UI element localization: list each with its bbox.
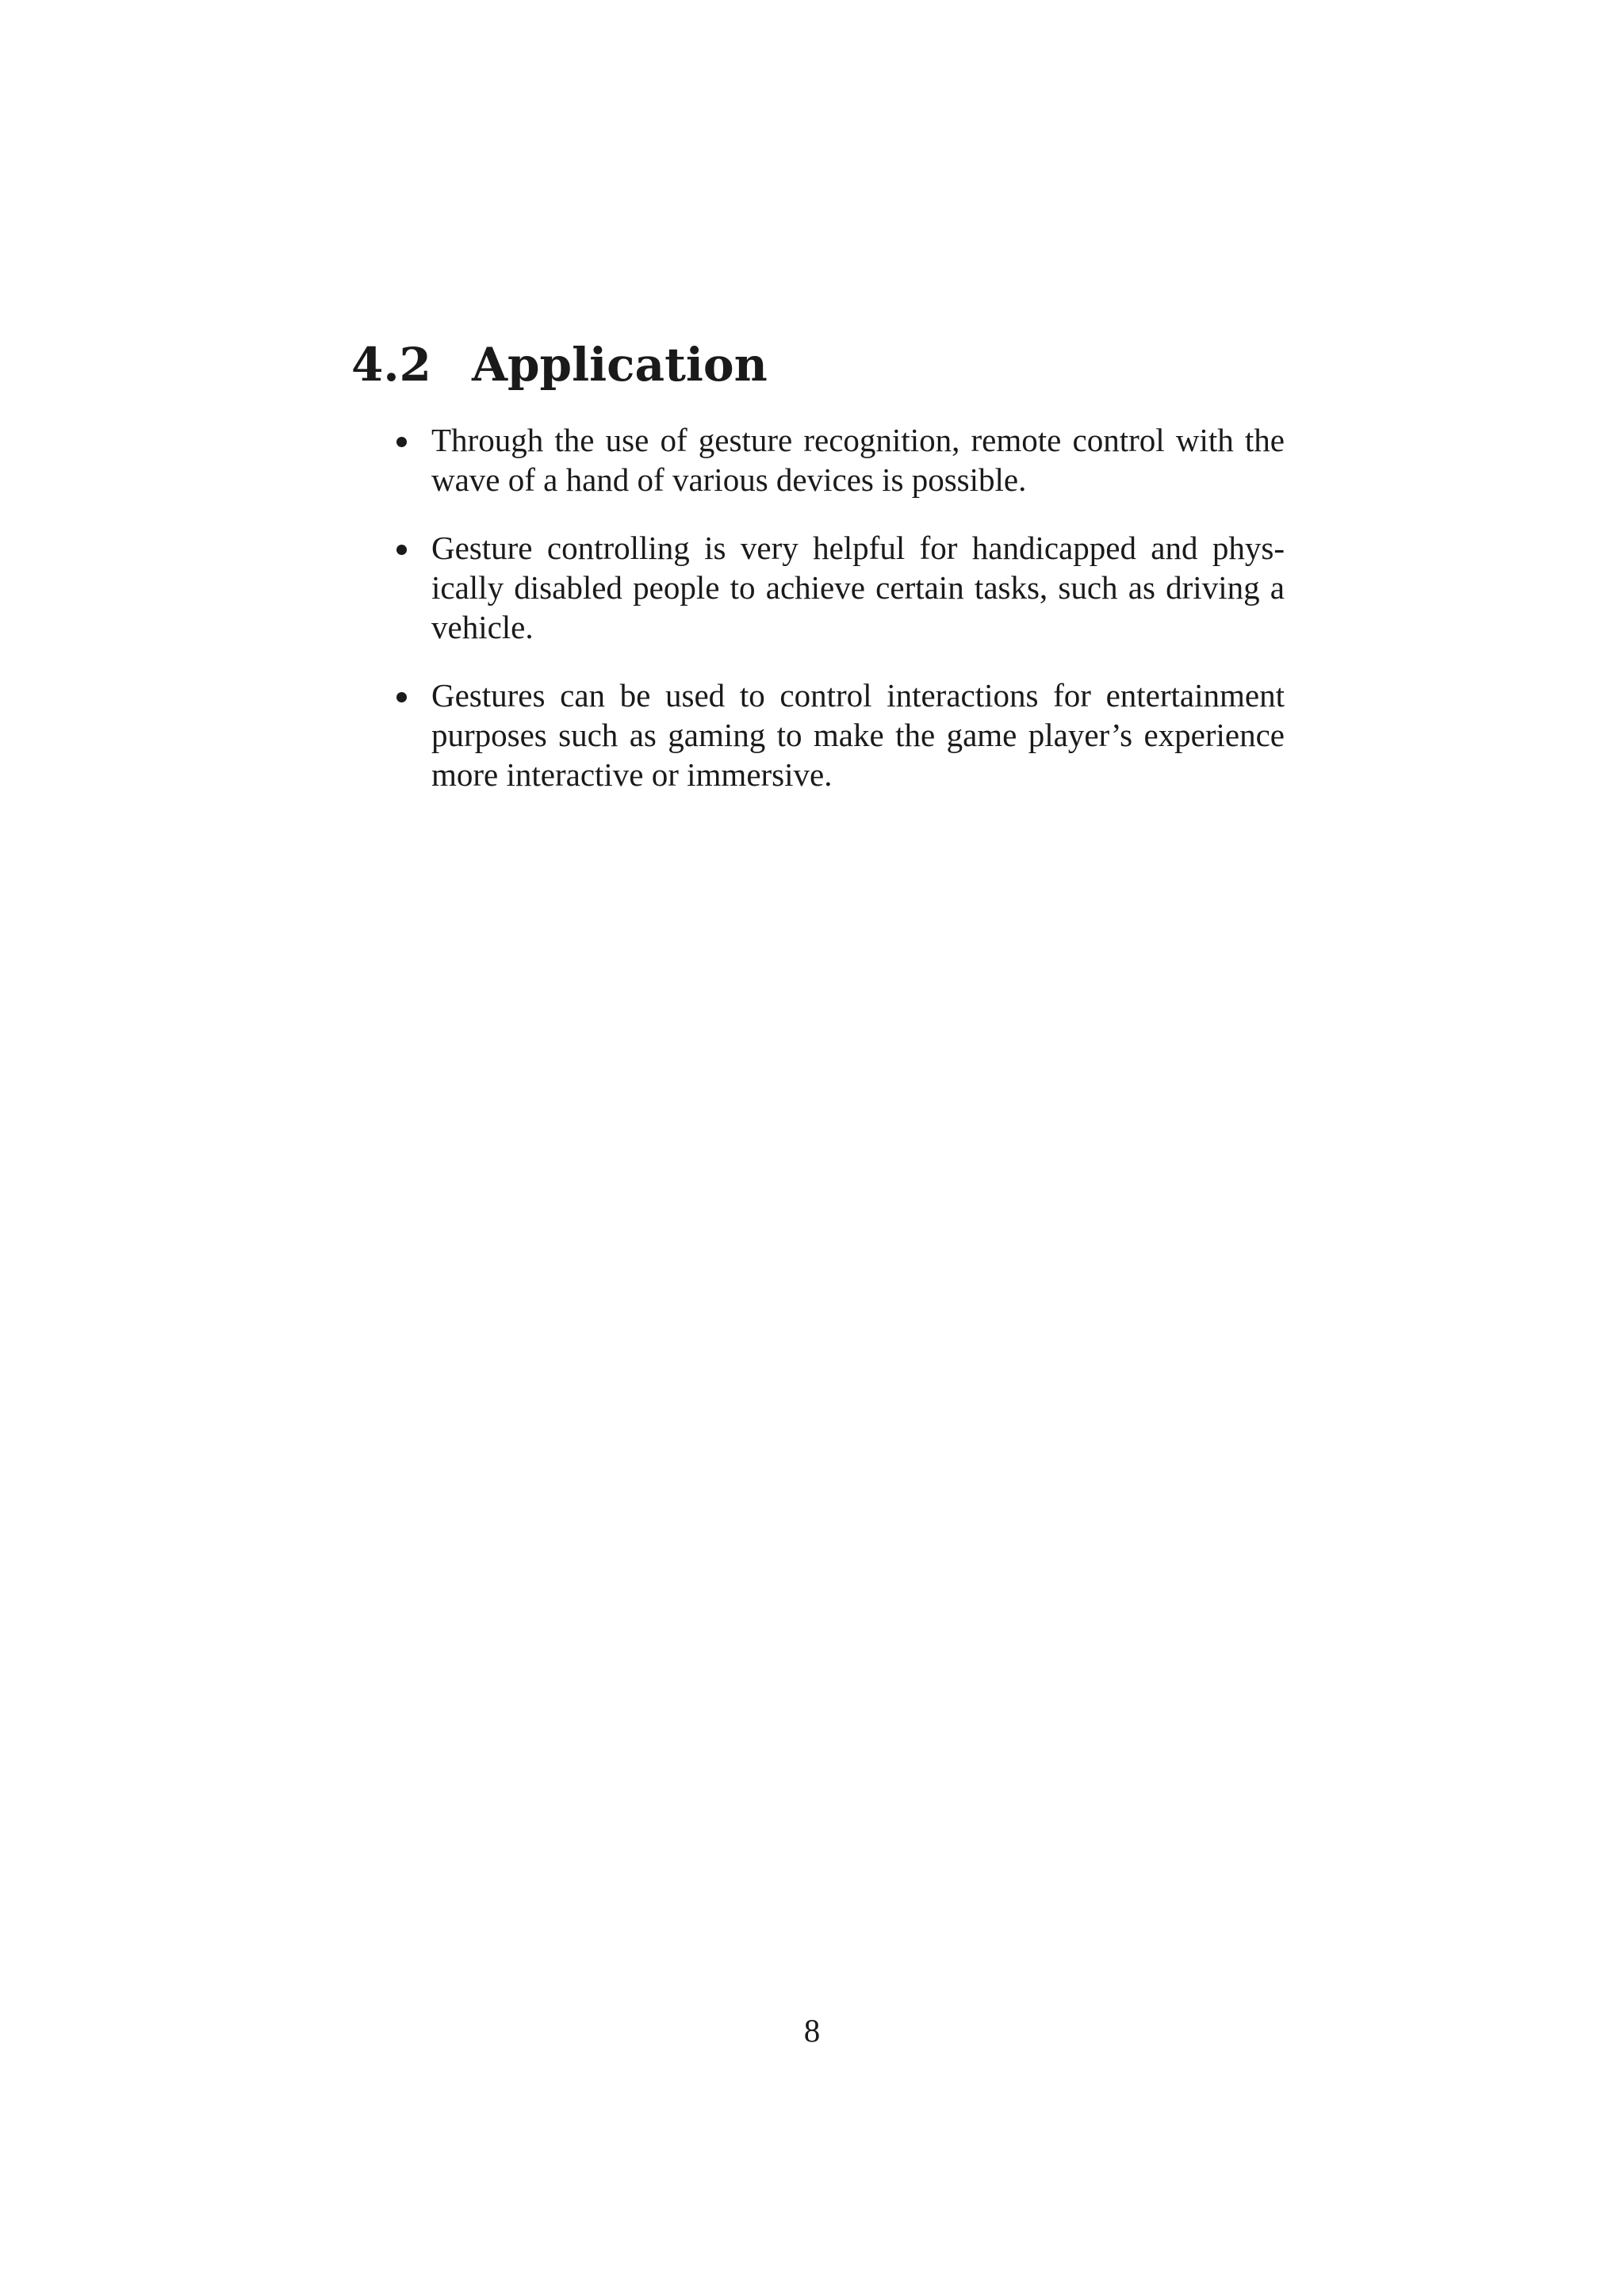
bullet-icon xyxy=(396,545,407,555)
list-item-text: Through the use of gesture recognition, remote control with the wave of a hand of various devices is possible. xyxy=(431,422,1285,498)
section-number: 4.2 xyxy=(351,338,431,392)
bullet-list xyxy=(393,420,1285,823)
list-item-text: Gestures can be used to control interactions for entertainment purposes such as gaming to make the game player’s experience more interactive or immersive. xyxy=(431,677,1285,793)
section-title: Application xyxy=(472,338,768,392)
page-number: 8 xyxy=(803,2012,821,2049)
list-item xyxy=(393,675,1285,794)
list-item-text: Gesture controlling is very helpful for handicapped and physically disabled people to achieve certain tasks, such as driving a vehicle. xyxy=(431,530,1285,645)
bullet-icon xyxy=(396,437,407,447)
list-item xyxy=(393,528,1285,647)
bullet-icon xyxy=(396,692,407,702)
section-heading xyxy=(351,337,768,392)
list-item xyxy=(393,420,1285,499)
